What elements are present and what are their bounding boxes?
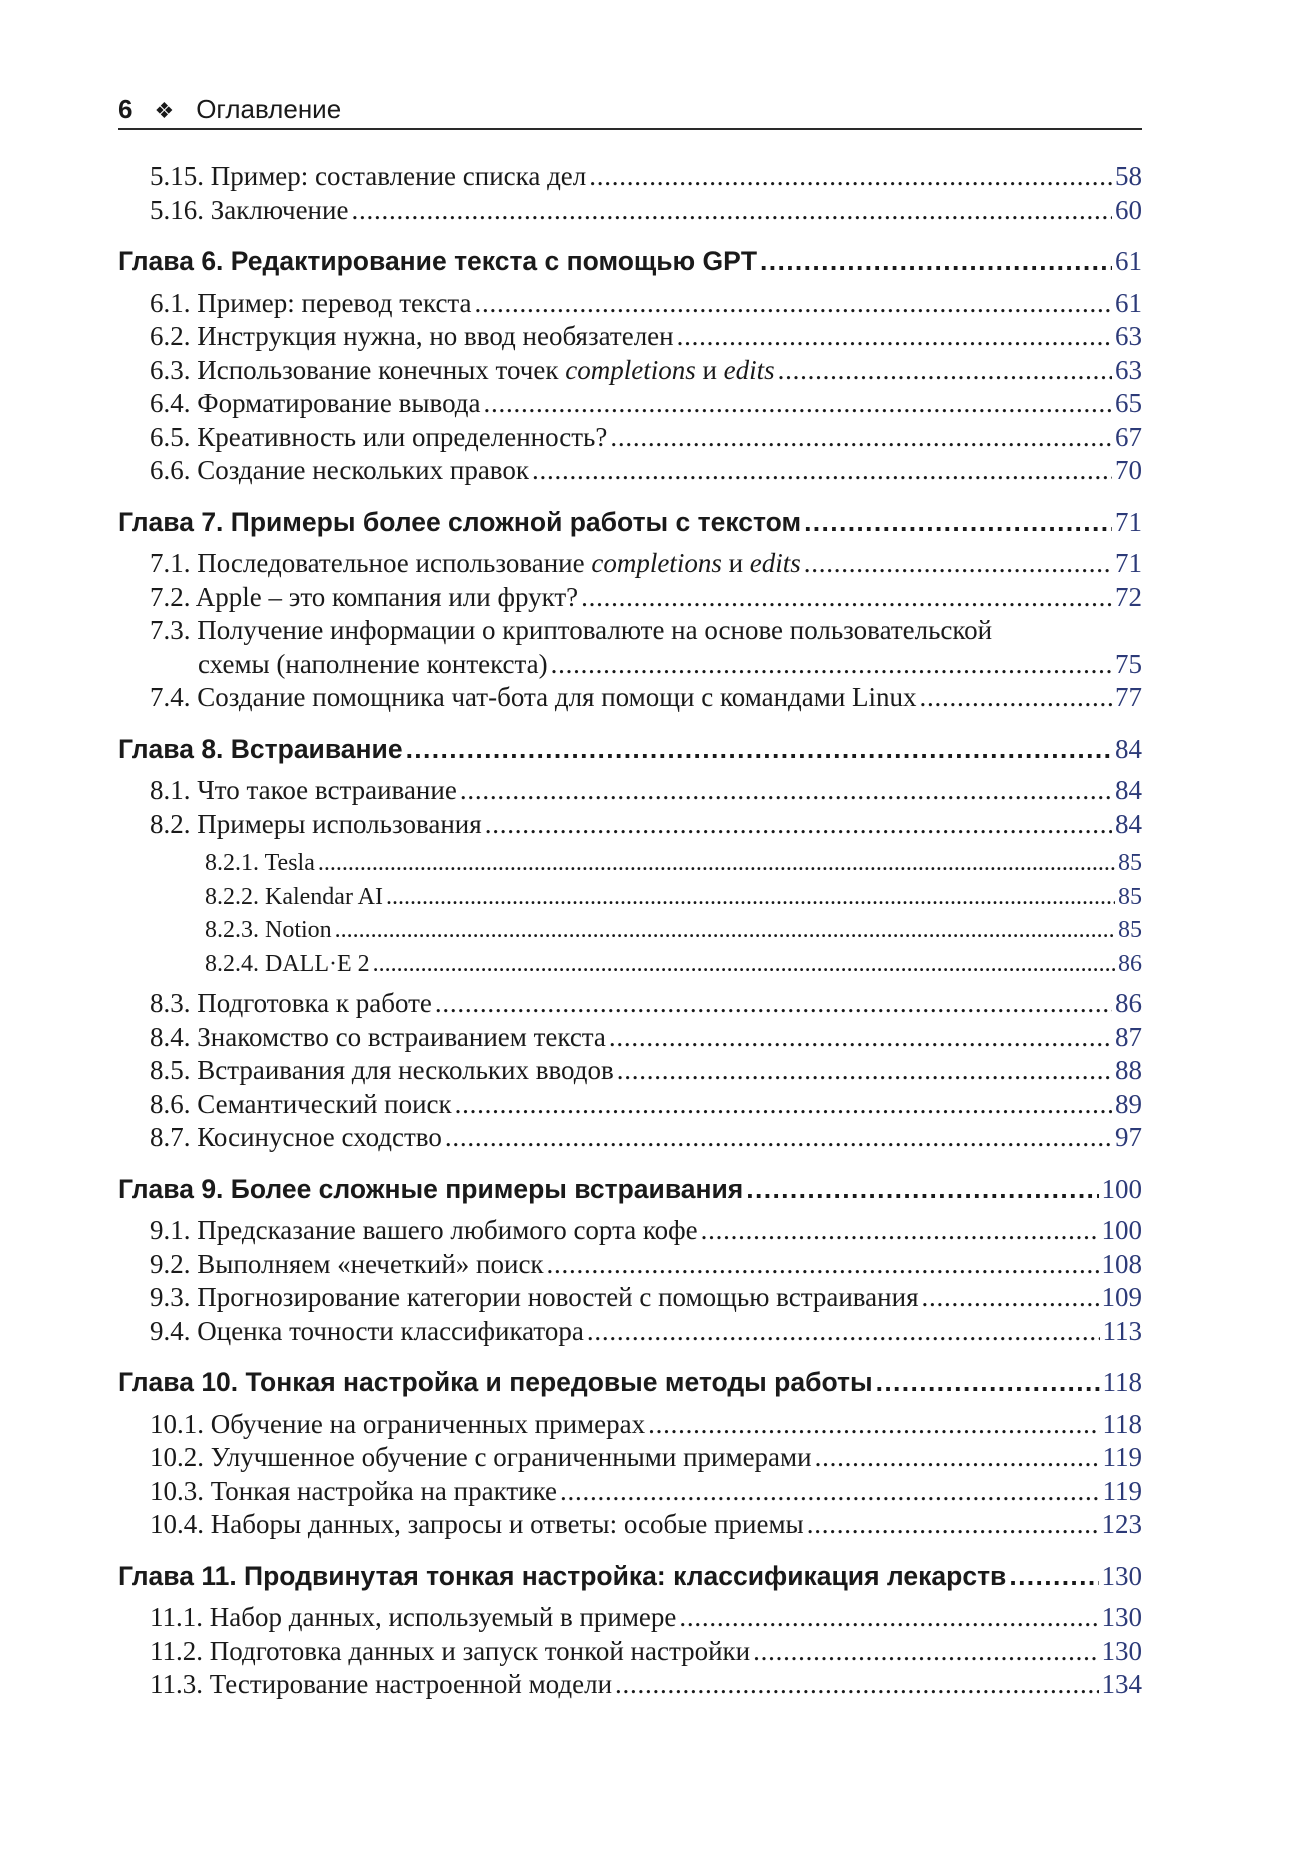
toc-section <box>118 160 1142 194</box>
toc-leader-dots <box>609 1021 1112 1055</box>
toc-leader-dots <box>922 1281 1099 1315</box>
toc-label-text: 8.5. Встраивания для нескольких вводов <box>150 1055 614 1085</box>
toc-page-number: 109 <box>1101 1282 1142 1312</box>
toc-page-number: 75 <box>1115 648 1142 679</box>
toc-label <box>150 1315 584 1349</box>
toc-label-text: 11.1. Набор данных, используемый в примере <box>150 1602 677 1632</box>
toc-subsection <box>118 948 1142 982</box>
page-header <box>118 90 1142 130</box>
toc-label-text: 5.16. Заключение <box>150 194 349 225</box>
toc-section <box>118 354 1142 388</box>
toc-label-text: Глава 6. Редактирование текста с помощью GPT <box>118 246 758 276</box>
toc-label <box>150 354 775 388</box>
toc-chapter <box>118 1366 1142 1400</box>
toc-label-text: 8.3. Подготовка к работе <box>150 988 432 1018</box>
toc-label-text: Глава 8. Встраивание <box>118 733 403 764</box>
toc-leader-dots <box>746 1173 1098 1207</box>
toc-section <box>118 1668 1142 1702</box>
toc-label <box>150 454 529 488</box>
toc-label <box>150 387 481 421</box>
toc-label-text: Глава 11. Продвинутая тонкая настройка: классификация лекарств <box>118 1560 1007 1591</box>
toc-page-number: 85 <box>1118 883 1142 910</box>
toc-label <box>150 1121 442 1155</box>
toc-label-text: 8.2.4. DALL·E 2 <box>205 950 370 977</box>
toc-page-number: 71 <box>1115 506 1142 537</box>
toc-leader-dots <box>581 581 1112 615</box>
toc-label-text: 11.3. Тестирование настроенной модели <box>150 1669 613 1699</box>
toc-section <box>118 387 1142 421</box>
toc-label <box>150 1408 645 1442</box>
toc-page-number: 86 <box>1115 988 1142 1018</box>
toc-page-number: 118 <box>1102 1408 1142 1439</box>
toc-label <box>150 1601 676 1635</box>
toc-subsection <box>118 914 1142 948</box>
toc-section <box>118 1441 1142 1475</box>
toc-label <box>150 421 607 455</box>
toc-page-number: 113 <box>1102 1315 1142 1346</box>
toc-label <box>118 1366 873 1400</box>
toc-page-number: 67 <box>1115 421 1142 452</box>
toc-label <box>150 1475 557 1509</box>
toc-leader-dots <box>677 320 1112 354</box>
toc-section <box>118 1601 1142 1635</box>
toc-label-text: 8.2.1. Tesla <box>205 850 315 876</box>
toc-page-number: 61 <box>1115 287 1142 318</box>
toc-page-number: 87 <box>1115 1021 1142 1052</box>
toc-label-text: 10.3. Тонкая настройка на практике <box>150 1475 558 1506</box>
toc-leader-dots <box>484 387 1112 421</box>
toc-label <box>118 1560 1006 1594</box>
toc-label-text: 6.3. Использование конечных точек <box>150 354 566 385</box>
toc-section <box>118 614 1142 681</box>
toc-label <box>150 1668 612 1702</box>
toc-leader-dots <box>1009 1560 1098 1594</box>
toc-section <box>118 1121 1142 1155</box>
toc-page-number: 97 <box>1115 1122 1142 1152</box>
toc-section <box>118 1054 1142 1088</box>
toc-leader-dots <box>804 547 1112 581</box>
toc-leader-dots <box>778 354 1112 388</box>
toc-page-number: 84 <box>1115 775 1142 805</box>
toc-label-continued: схемы (наполнение контекста) <box>198 648 548 679</box>
toc-label <box>150 1021 606 1055</box>
toc-label-text: 6.4. Форматирование вывода <box>150 388 481 418</box>
toc-page-number: 123 <box>1101 1509 1142 1539</box>
page-number: 6 <box>118 94 133 124</box>
toc-page-number: 100 <box>1101 1173 1142 1204</box>
toc-leader-dots <box>760 245 1112 279</box>
toc-subsection <box>118 847 1142 881</box>
toc-label <box>150 1248 544 1282</box>
toc-label <box>150 581 578 615</box>
toc-label <box>150 1508 804 1542</box>
table-of-contents <box>118 160 1142 1702</box>
toc-leader-dots <box>753 1635 1098 1669</box>
toc-subsection <box>118 881 1142 915</box>
toc-page-number: 63 <box>1115 321 1142 351</box>
toc-leader-dots <box>386 881 1115 915</box>
toc-leader-dots <box>589 160 1112 194</box>
toc-label-text: 8.7. Косинусное сходство <box>150 1122 442 1152</box>
toc-label <box>118 733 403 767</box>
toc-page-number: 86 <box>1118 950 1142 977</box>
toc-leader-dots <box>475 287 1112 321</box>
toc-label-text: 9.1. Предсказание вашего любимого сорта кофе <box>150 1215 698 1245</box>
toc-page-number: 77 <box>1115 682 1142 712</box>
toc-label-text: 10.4. Наборы данных, запросы и ответы: особые приемы <box>150 1509 804 1539</box>
toc-label <box>150 808 482 842</box>
toc-label-text: 6.1. Пример: перевод текста <box>150 287 472 318</box>
toc-leader-dots <box>807 1508 1099 1542</box>
toc-page-number: 130 <box>1101 1635 1142 1666</box>
toc-page-number: 65 <box>1115 388 1142 418</box>
toc-label-italic: completions <box>565 354 696 385</box>
ornament-icon: ❖ <box>154 98 175 123</box>
toc-label: 7.3. Получение информации о криптовалюте на основе пользовательской <box>150 615 993 645</box>
toc-section <box>118 1088 1142 1122</box>
toc-label <box>118 506 801 540</box>
toc-label <box>150 1054 614 1088</box>
toc-leader-dots <box>560 1475 1099 1509</box>
toc-label <box>150 987 432 1021</box>
toc-label <box>150 681 917 715</box>
toc-leader-dots <box>406 733 1112 767</box>
toc-section <box>118 1248 1142 1282</box>
toc-label-text: 7.4. Создание помощника чат-бота для помощи с командами Linux <box>150 682 917 712</box>
toc-label-italic: edits <box>749 548 801 578</box>
toc-leader-dots <box>445 1121 1112 1155</box>
toc-label-text: 8.6. Семантический поиск <box>150 1088 452 1119</box>
toc-label-text: и <box>695 354 724 385</box>
toc-leader-dots <box>547 1248 1099 1282</box>
toc-label <box>150 1214 698 1248</box>
toc-section <box>118 1021 1142 1055</box>
toc-label-text: 8.2. Примеры использования <box>150 808 482 839</box>
toc-chapter <box>118 733 1142 767</box>
toc-section <box>118 194 1142 228</box>
toc-page-number: 108 <box>1101 1248 1142 1279</box>
toc-page-number: 70 <box>1115 455 1142 485</box>
toc-section <box>118 454 1142 488</box>
toc-section <box>118 1315 1142 1349</box>
toc-leader-dots <box>551 648 1112 682</box>
toc-chapter <box>118 245 1142 279</box>
toc-chapter <box>118 506 1142 540</box>
toc-page-number: 72 <box>1115 581 1142 612</box>
toc-page-number: 63 <box>1115 354 1142 385</box>
toc-label <box>150 774 457 808</box>
toc-leader-dots <box>351 194 1112 228</box>
toc-label-text: Глава 10. Тонкая настройка и передовые методы работы <box>118 1367 873 1397</box>
toc-label <box>118 1173 743 1207</box>
toc-label-text: 7.1. Последовательное использование <box>150 548 592 578</box>
toc-leader-dots <box>335 914 1115 948</box>
running-title: Оглавление <box>196 94 342 124</box>
toc-page-number: 88 <box>1115 1055 1142 1085</box>
toc-leader-dots <box>318 847 1115 881</box>
toc-page-number: 61 <box>1115 246 1142 276</box>
toc-section <box>118 987 1142 1021</box>
toc-label-text: 6.2. Инструкция нужна, но ввод необязателен <box>150 321 674 351</box>
toc-label-text: 8.2.3. Notion <box>205 917 332 943</box>
toc-label <box>150 1281 919 1315</box>
toc-page-number: 130 <box>1101 1560 1142 1591</box>
toc-label-text: 9.2. Выполняем «нечеткий» поиск <box>150 1248 544 1279</box>
toc-page-number: 89 <box>1115 1088 1142 1119</box>
toc-leader-dots <box>460 774 1112 808</box>
toc-page-number: 119 <box>1102 1442 1142 1472</box>
toc-label-text: 8.4. Знакомство со встраиванием текста <box>150 1021 606 1052</box>
toc-label <box>150 160 586 194</box>
toc-section <box>118 1408 1142 1442</box>
toc-section <box>118 581 1142 615</box>
toc-label-text: и <box>721 548 750 578</box>
toc-page-number: 85 <box>1118 850 1142 876</box>
toc-label-text: 5.15. Пример: составление списка дел <box>150 161 587 191</box>
toc-label-text: 8.1. Что такое встраивание <box>150 775 457 805</box>
toc-page-number: 134 <box>1101 1669 1142 1699</box>
toc-label <box>150 1635 750 1669</box>
toc-leader-dots <box>455 1088 1112 1122</box>
toc-label <box>150 547 801 581</box>
toc-label-text: 10.1. Обучение на ограниченных примерах <box>150 1408 646 1439</box>
toc-leader-dots <box>679 1601 1098 1635</box>
toc-label <box>205 914 332 948</box>
toc-page-number: 119 <box>1102 1475 1142 1506</box>
toc-page-number: 85 <box>1118 917 1142 943</box>
toc-leader-dots <box>920 681 1112 715</box>
toc-label-text: 9.4. Оценка точности классификатора <box>150 1315 584 1346</box>
toc-section <box>118 287 1142 321</box>
toc-leader-dots <box>804 506 1112 540</box>
toc-section <box>118 808 1142 842</box>
toc-page-number: 100 <box>1101 1215 1142 1245</box>
toc-section <box>118 421 1142 455</box>
toc-label-text: 9.3. Прогнозирование категории новостей с помощью встраивания <box>150 1282 919 1312</box>
toc-section <box>118 547 1142 581</box>
toc-leader-dots <box>435 987 1112 1021</box>
toc-label-text: 6.6. Создание нескольких правок <box>150 455 529 485</box>
toc-label <box>118 245 757 279</box>
toc-leader-dots <box>485 808 1112 842</box>
toc-label-italic: edits <box>723 354 775 385</box>
toc-section <box>118 1635 1142 1669</box>
toc-section <box>118 1214 1142 1248</box>
toc-label <box>150 320 674 354</box>
toc-section <box>118 1508 1142 1542</box>
toc-section <box>118 774 1142 808</box>
toc-section <box>118 1281 1142 1315</box>
toc-chapter <box>118 1560 1142 1594</box>
toc-leader-dots <box>648 1408 1099 1442</box>
toc-label-text: 10.2. Улучшенное обучение с ограниченными примерами <box>150 1442 812 1472</box>
toc-label <box>205 847 315 881</box>
toc-leader-dots <box>373 948 1115 982</box>
toc-label <box>205 948 370 982</box>
toc-page-number: 130 <box>1101 1602 1142 1632</box>
toc-page-number: 60 <box>1115 194 1142 225</box>
toc-leader-dots <box>532 454 1112 488</box>
toc-leader-dots <box>815 1441 1100 1475</box>
toc-label-text: 6.5. Креативность или определенность? <box>150 421 608 452</box>
toc-page-number: 118 <box>1102 1367 1142 1397</box>
toc-label-text: Глава 7. Примеры более сложной работы с текстом <box>118 506 802 537</box>
toc-label-text: 7.2. Apple – это компания или фрукт? <box>150 581 579 612</box>
toc-leader-dots <box>617 1054 1112 1088</box>
toc-page-number: 84 <box>1115 808 1142 839</box>
toc-label <box>150 287 472 321</box>
toc-section <box>118 681 1142 715</box>
toc-label <box>150 1441 812 1475</box>
toc-label <box>150 1088 452 1122</box>
toc-section <box>118 1475 1142 1509</box>
toc-leader-dots <box>876 1366 1100 1400</box>
toc-page-number: 71 <box>1115 548 1142 578</box>
toc-page-number: 58 <box>1115 161 1142 191</box>
toc-label <box>150 194 348 228</box>
toc-leader-dots <box>615 1668 1098 1702</box>
toc-label-text: Глава 9. Более сложные примеры встраивания <box>118 1173 744 1204</box>
toc-page-number: 84 <box>1115 733 1142 764</box>
toc-label-text: 8.2.2. Kalendar AI <box>205 883 383 910</box>
toc-leader-dots <box>701 1214 1099 1248</box>
toc-leader-dots <box>610 421 1112 455</box>
toc-label <box>205 881 383 915</box>
toc-section <box>118 320 1142 354</box>
toc-chapter <box>118 1173 1142 1207</box>
toc-leader-dots <box>587 1315 1100 1349</box>
toc-label-italic: completions <box>591 548 722 578</box>
toc-label-text: 11.2. Подготовка данных и запуск тонкой настройки <box>150 1635 751 1666</box>
